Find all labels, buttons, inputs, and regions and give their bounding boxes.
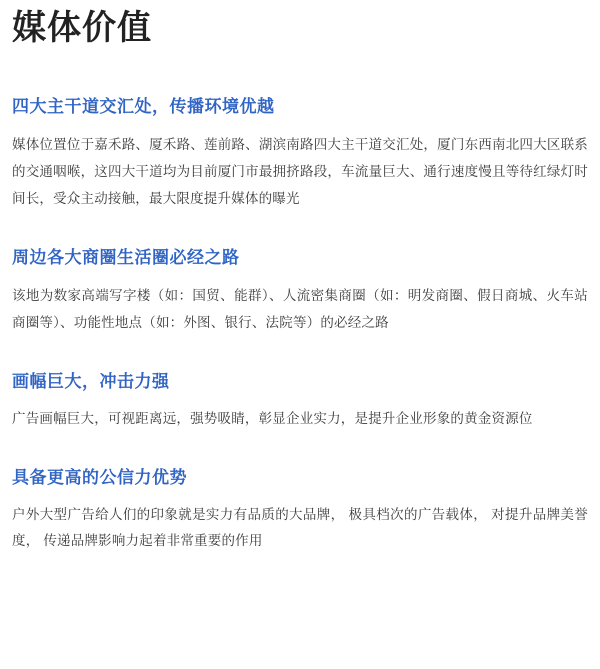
section-body: 户外大型广告给人们的印象就是实力有品质的大品牌， 极具档次的广告载体， 对提升品牌美誉度， 传递品牌影响力起着非常重要的作用	[12, 506, 588, 549]
section-body: 该地为数家高端写字楼（如：国贸、能群）、人流密集商圈（如：明发商圈、假日商城、火车站商圈等）、功能性地点（如：外图、银行、法院等）的必经之路	[12, 287, 588, 330]
page-title: 媒体价值	[12, 9, 152, 47]
media-value-page	[0, 10, 600, 669]
section-large-format	[12, 370, 588, 432]
section-traffic-junction	[12, 95, 588, 212]
section-body: 广告画幅巨大，可视距离远，强势吸睛，彰显企业实力，是提升企业形象的黄金资源位	[12, 410, 533, 426]
section-body: 媒体位置位于嘉禾路、厦禾路、莲前路、湖滨南路四大主干道交汇处，厦门东西南北四大区联系的交通咽喉，这四大干道均为目前厦门市最拥挤路段，车流量巨大、通行速度慢且等待红绿灯时间长，受众主动接触，最大限度提升媒体的曝光	[12, 137, 588, 207]
section-heading: 画幅巨大，冲击力强	[12, 371, 170, 391]
section-business-districts	[12, 246, 588, 336]
section-heading: 具备更高的公信力优势	[12, 468, 187, 488]
section-credibility	[12, 466, 588, 554]
section-heading: 四大主干道交汇处，传播环境优越	[12, 97, 275, 117]
section-heading: 周边各大商圈生活圈必经之路	[12, 248, 240, 268]
